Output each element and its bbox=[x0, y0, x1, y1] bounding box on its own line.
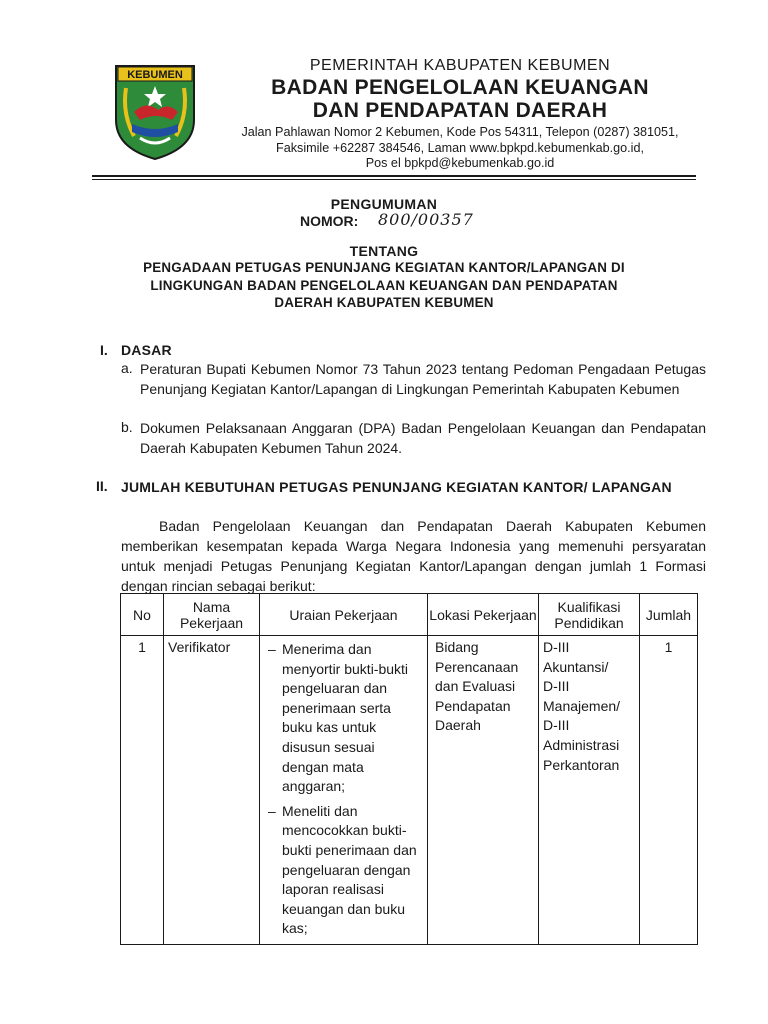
letterhead-government-line: PEMERINTAH KABUPATEN KEBUMEN bbox=[309, 57, 611, 74]
announcement-title: PENGUMUMAN bbox=[330, 196, 438, 212]
cell-job-description bbox=[260, 636, 428, 945]
qualification-line: D-III bbox=[543, 678, 570, 695]
header-quantity: Jumlah bbox=[640, 594, 698, 636]
letterhead-email: Pos el bpkpd@kebumenkab.go.id bbox=[365, 156, 555, 170]
qualification-line: Perkantoran bbox=[543, 756, 620, 773]
letterhead-agency-line-1: BADAN PENGELOLAAN KEUANGAN bbox=[271, 76, 649, 99]
duty-text: Menerima dan menyortir bukti-bukti pengeluaran dan penerimaan serta buku kas untuk disusun sesuai dengan mata anggaran; bbox=[282, 641, 409, 795]
qualification-line: Manajemen/ bbox=[543, 697, 621, 714]
subject-line-2: LINGKUNGAN BADAN PENGELOLAAN KEUANGAN DAN PENDAPATAN bbox=[150, 278, 618, 293]
header-job-description: Uraian Pekerjaan bbox=[260, 594, 428, 636]
section-1-title: DASAR bbox=[121, 342, 172, 358]
kebumen-emblem-logo bbox=[112, 62, 198, 162]
number-value-handwritten: 800/00357 bbox=[378, 210, 474, 229]
subject-line-1: PENGADAAN PETUGAS PENUNJANG KEGIATAN KANTOR/LAPANGAN DI bbox=[143, 260, 625, 275]
section-2-title: JUMLAH KEBUTUHAN PETUGAS PENUNJANG KEGIATAN KANTOR/ LAPANGAN bbox=[121, 479, 672, 495]
positions-table bbox=[120, 593, 698, 945]
location-line: Perencanaan bbox=[435, 658, 519, 675]
logo-text: KEBUMEN bbox=[127, 69, 183, 81]
basis-item-b-letter: b. bbox=[121, 419, 133, 435]
qualification-line: Akuntansi/ bbox=[543, 658, 609, 675]
location-line: dan Evaluasi bbox=[435, 678, 516, 695]
qualification-line: Administrasi bbox=[543, 736, 620, 753]
basis-item-a-letter: a. bbox=[121, 360, 133, 376]
duty-item bbox=[264, 640, 423, 797]
basis-item-a-text: Peraturan Bupati Kebumen Nomor 73 Tahun 2023 tentang Pedoman Pengadaan Petugas Penunjang Kegiatan Kantor/Lapangan di Lingkungan Pemerintah Kabupaten Kebumen bbox=[140, 361, 706, 397]
location-line: Bidang bbox=[435, 639, 479, 655]
letterhead-address: Jalan Pahlawan Nomor 2 Kebumen, Kode Pos 54311, Telepon (0287) 381051, bbox=[241, 125, 679, 139]
cell-quantity: 1 bbox=[640, 636, 698, 945]
subject-line-3: DAERAH KABUPATEN KEBUMEN bbox=[274, 295, 494, 310]
cell-no: 1 bbox=[121, 636, 164, 945]
section-2-paragraph-text: Badan Pengelolaan Keuangan dan Pendapatan Daerah Kabupaten Kebumen memberikan kesempatan kepada Warga Negara Indonesia yang memenuhi persyaratan untuk menjadi Petugas Penunjang Kegiatan Kantor/Lapangan dengan jumlah 1 Formasi dengan rincian sebagai berikut: bbox=[121, 518, 706, 594]
qualification-line: D-III bbox=[543, 717, 570, 734]
basis-item-b-text: Dokumen Pelaksanaan Anggaran (DPA) Badan Pengelolaan Keuangan dan Pendapatan Daerah Kabupaten Kebumen Tahun 2024. bbox=[140, 420, 706, 456]
cell-job-location bbox=[428, 636, 539, 945]
duty-item bbox=[264, 802, 423, 939]
positions-table-wrapper bbox=[120, 593, 698, 945]
header-no: No bbox=[121, 594, 164, 636]
dash-bullet: – bbox=[268, 641, 276, 657]
duty-text: Meneliti dan mencocokkan bukti-bukti penerimaan dan pengeluaran dengan laporan realisasi keuangan dan buku kas; bbox=[282, 802, 417, 937]
table-row bbox=[121, 636, 698, 945]
location-line: Pendapatan bbox=[435, 697, 511, 714]
letterhead-rule-thin bbox=[92, 179, 696, 180]
location-line: Daerah bbox=[435, 717, 481, 734]
table-header-row bbox=[121, 594, 698, 636]
number-label: NOMOR: bbox=[300, 213, 359, 229]
letterhead-agency-line-2: DAN PENDAPATAN DAERAH bbox=[312, 99, 608, 122]
header-job-name: Nama Pekerjaan bbox=[164, 594, 260, 636]
dash-bullet: – bbox=[268, 802, 276, 819]
qualification-line: D-III bbox=[543, 639, 570, 655]
section-2-paragraph bbox=[121, 516, 706, 596]
header-education-qualification: Kualifikasi Pendidikan bbox=[539, 594, 640, 636]
letterhead-fax-website: Faksimile +62287 384546, Laman www.bpkpd.kebumenkab.go.id, bbox=[276, 141, 644, 155]
cell-education-qualification bbox=[539, 636, 640, 945]
section-2-number: II. bbox=[96, 478, 108, 494]
letterhead-rule-thick bbox=[92, 175, 696, 177]
section-1-number: I. bbox=[100, 342, 108, 358]
about-label: TENTANG bbox=[349, 243, 419, 259]
cell-job-name: Verifikator bbox=[164, 636, 260, 945]
header-job-location: Lokasi Pekerjaan bbox=[428, 594, 539, 636]
